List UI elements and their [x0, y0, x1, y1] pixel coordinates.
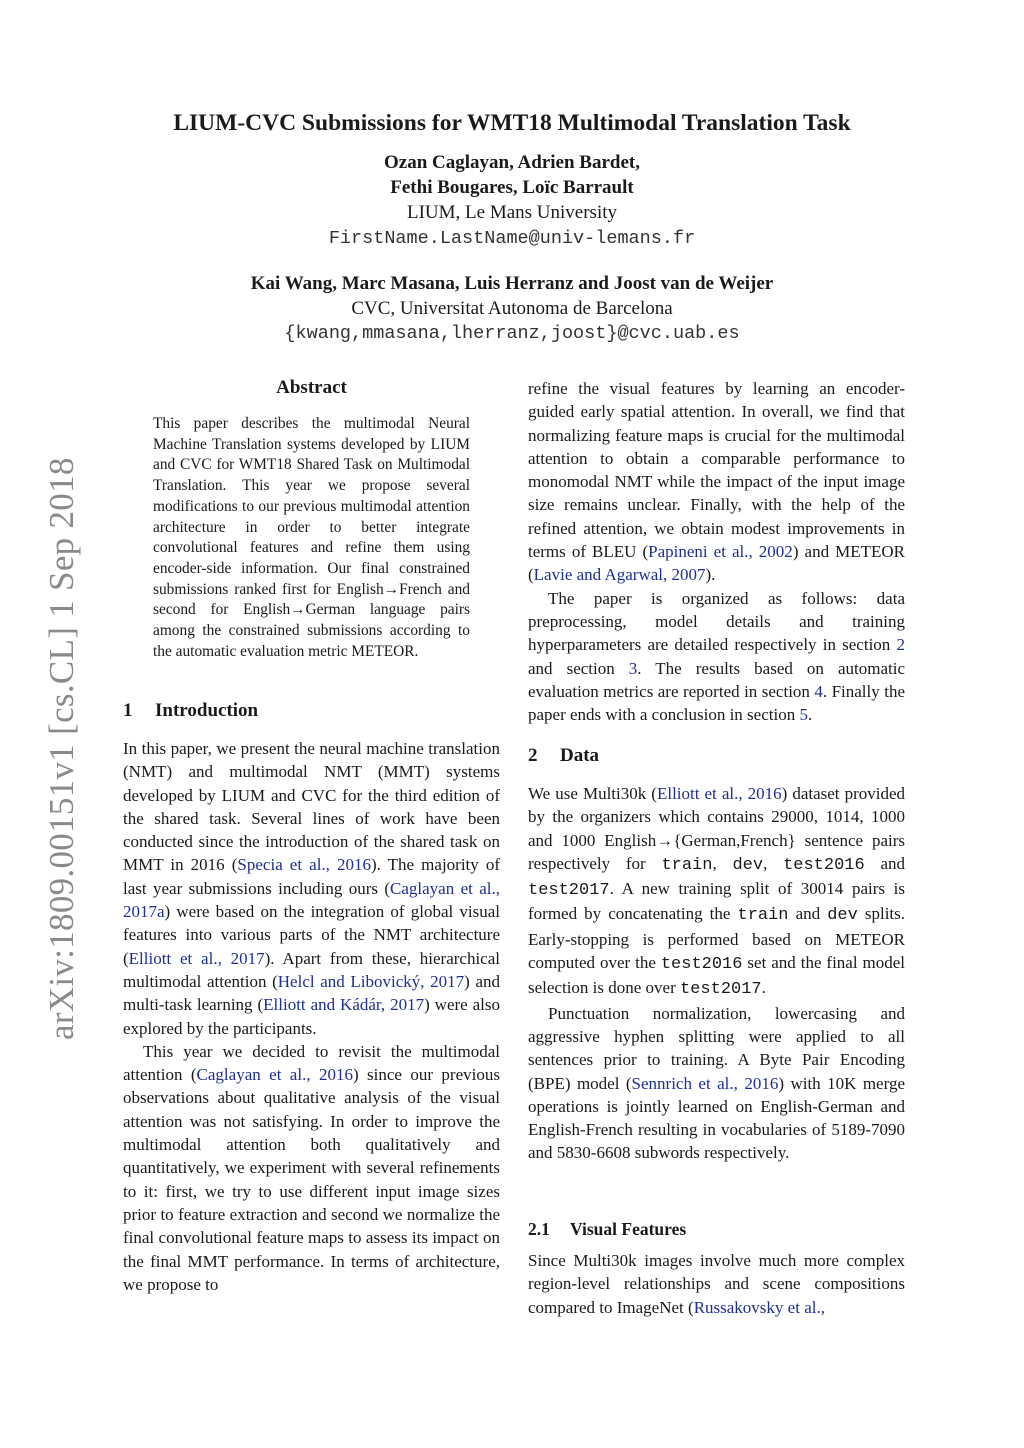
code-token: train: [737, 906, 789, 926]
intro-paragraph-2: This year we decided to revisit the multimodal attention (Caglayan et al., 2016) since our previous observations about qualitative analysis of the visual attention was not satisfying. In order to improve the multimodal attention both qualitatively and quantitatively, we experiment with several refinements to it: first, we try to use different input image sizes prior to feature extraction and second we normalize the final convolutional feature maps to assess its impact on the final MMT performance. In terms of architecture, we propose to: [123, 1041, 500, 1294]
email-1[interactable]: FirstName.LastName@univ-lemans.fr: [328, 228, 696, 249]
code-token: test2017: [528, 881, 610, 901]
introduction-body: [123, 737, 500, 1296]
citation-link[interactable]: Russakovsky et al.,: [693, 1297, 825, 1317]
section-heading-introduction: [123, 700, 258, 722]
citation-link[interactable]: Caglayan et al., 2016: [196, 1065, 353, 1085]
section-ref-link[interactable]: 3: [628, 658, 638, 678]
section-ref-link[interactable]: 5: [799, 705, 808, 725]
intro-paragraph-1: In this paper, we present the neural machine translation (NMT) and multimodal NMT (MMT) systems developed by LIUM and CVC for the third edition of the shared task. Several lines of work have been conducted since the introduction of the shared task on MMT in 2016 (Specia et al., 2016). The majority of last year submissions including ours (Caglayan et al., 2017a) were based on the integration of global visual features into various parts of the NMT architecture (Elliott et al., 2017). Apart from these, hierarchical multimodal attention (Helcl and Libovický, 2017) and multi-task learning (Elliott and Kádár, 2017) were also explored by the participants.: [123, 739, 501, 1038]
arxiv-identifier-stamp: arXiv:1809.00151v1 [cs.CL] 1 Sep 2018: [42, 457, 81, 1040]
citation-link[interactable]: Elliott and Kádár, 2017: [263, 995, 425, 1015]
subsection-title: Visual Features: [570, 1219, 687, 1239]
intro-continuation: [528, 377, 905, 726]
citation-link[interactable]: Elliott et al., 2016: [656, 784, 782, 803]
affiliation-1: LIUM, Le Mans University: [406, 202, 618, 223]
section-title: Introduction: [155, 700, 259, 721]
section-ref-link[interactable]: 4: [814, 681, 823, 701]
section-number: 1: [123, 700, 133, 721]
email-2[interactable]: {kwang,mmasana,lherranz,joost}@cvc.uab.es: [284, 323, 740, 344]
section-number: 2: [528, 745, 538, 766]
citation-link[interactable]: Specia et al., 2016: [237, 855, 371, 875]
citation-link[interactable]: Sennrich et al., 2016: [631, 1073, 779, 1093]
subsection-number: 2.1: [528, 1219, 550, 1239]
code-token: train: [661, 855, 713, 875]
author-list-1-line-1: Ozan Caglayan, Adrien Bardet,: [384, 152, 640, 173]
code-token: dev: [827, 906, 858, 926]
abstract-body: This paper describes the multimodal Neural Machine Translation systems developed by LIUM and CVC for WMT18 Shared Task on Multimodal Translation. This year we propose several modifications to our previous multimodal attention architecture in order to better integrate convolutional features and refine them using encoder-side information. Our final constrained submissions ranked first for English→French and second for English→German language pairs among the constrained submissions according to the automatic evaluation metric METEOR.: [153, 415, 470, 660]
section-heading-data: [528, 745, 599, 767]
affiliation-2: CVC, Universitat Autonoma de Barcelona: [351, 298, 673, 319]
citation-link[interactable]: Helcl and Libovický, 2017: [277, 971, 465, 991]
author-list-1-line-2: Fethi Bougares, Loïc Barrault: [390, 177, 634, 198]
code-token: test2016: [660, 955, 743, 975]
intro-paragraph-3: refine the visual features by learning an encoder-guided early spatial attention. In overall, we find that normalizing feature maps is crucial for the multimodal attention to obtain a comparable performance to monomodal NMT while the impact of the input image size remains unclear. Finally, with the help of the refined attention, we obtain modest improvements in terms of BLEU (Papineni et al., 2002) and METEOR (Lavie and Agarwal, 2007).: [528, 379, 906, 585]
organization-paragraph: The paper is organized as follows: data preprocessing, model details and training hyperparameters are detailed respectively in section 2 and section 3. The results based on automatic evaluation metrics are reported in section 4. Finally the paper ends with a conclusion in section 5.: [528, 588, 906, 725]
abstract-heading: Abstract: [276, 377, 347, 398]
data-paragraph-2: Punctuation normalization, lowercasing and aggressive hyphen splitting were applied to all sentences prior to training. A Byte Pair Encoding (BPE) model (Sennrich et al., 2016) with 10K merge operations is jointly learned on English-German and English-French resulting in vocabularies of 5189-7090 and 5830-6608 subwords respectively.: [528, 1003, 905, 1163]
paper-title: LIUM-CVC Submissions for WMT18 Multimodal Translation Task: [173, 110, 851, 136]
author-list-2: Kai Wang, Marc Masana, Luis Herranz and Joost van de Weijer: [250, 273, 774, 294]
citation-link[interactable]: Papineni et al., 2002: [648, 542, 793, 562]
citation-link[interactable]: Caglayan et al., 2017a: [123, 878, 500, 922]
citation-link[interactable]: Lavie and Agarwal, 2007: [533, 565, 706, 585]
visual-features-paragraph-1: Since Multi30k images involve much more complex region-level relationships and scene compositions compared to ImageNet (Russakovsky et al.,: [528, 1251, 905, 1317]
visual-features-body: [528, 1249, 905, 1319]
subsection-heading-visual-features: [528, 1219, 686, 1240]
data-paragraph-1: We use Multi30k (Elliott et al., 2016) dataset provided by the organizers which contains 29000, 1014, 1000 and 1000 English→{German,French} sentence pairs respectively for train, dev, test2016 and test2017. A new training split of 30014 pairs is formed by concatenating the train and dev splits. Early-stopping is performed based on METEOR computed over the test2016 set and the final model selection is done over test2017.: [528, 784, 906, 1000]
citation-link[interactable]: Elliott et al., 2017: [128, 948, 265, 968]
code-token: test2016: [783, 855, 865, 875]
code-token: test2017: [680, 980, 762, 1000]
code-token: dev: [732, 855, 764, 875]
section-ref-link[interactable]: 2: [896, 635, 905, 655]
section-title: Data: [560, 745, 600, 766]
data-body: [528, 782, 905, 1165]
